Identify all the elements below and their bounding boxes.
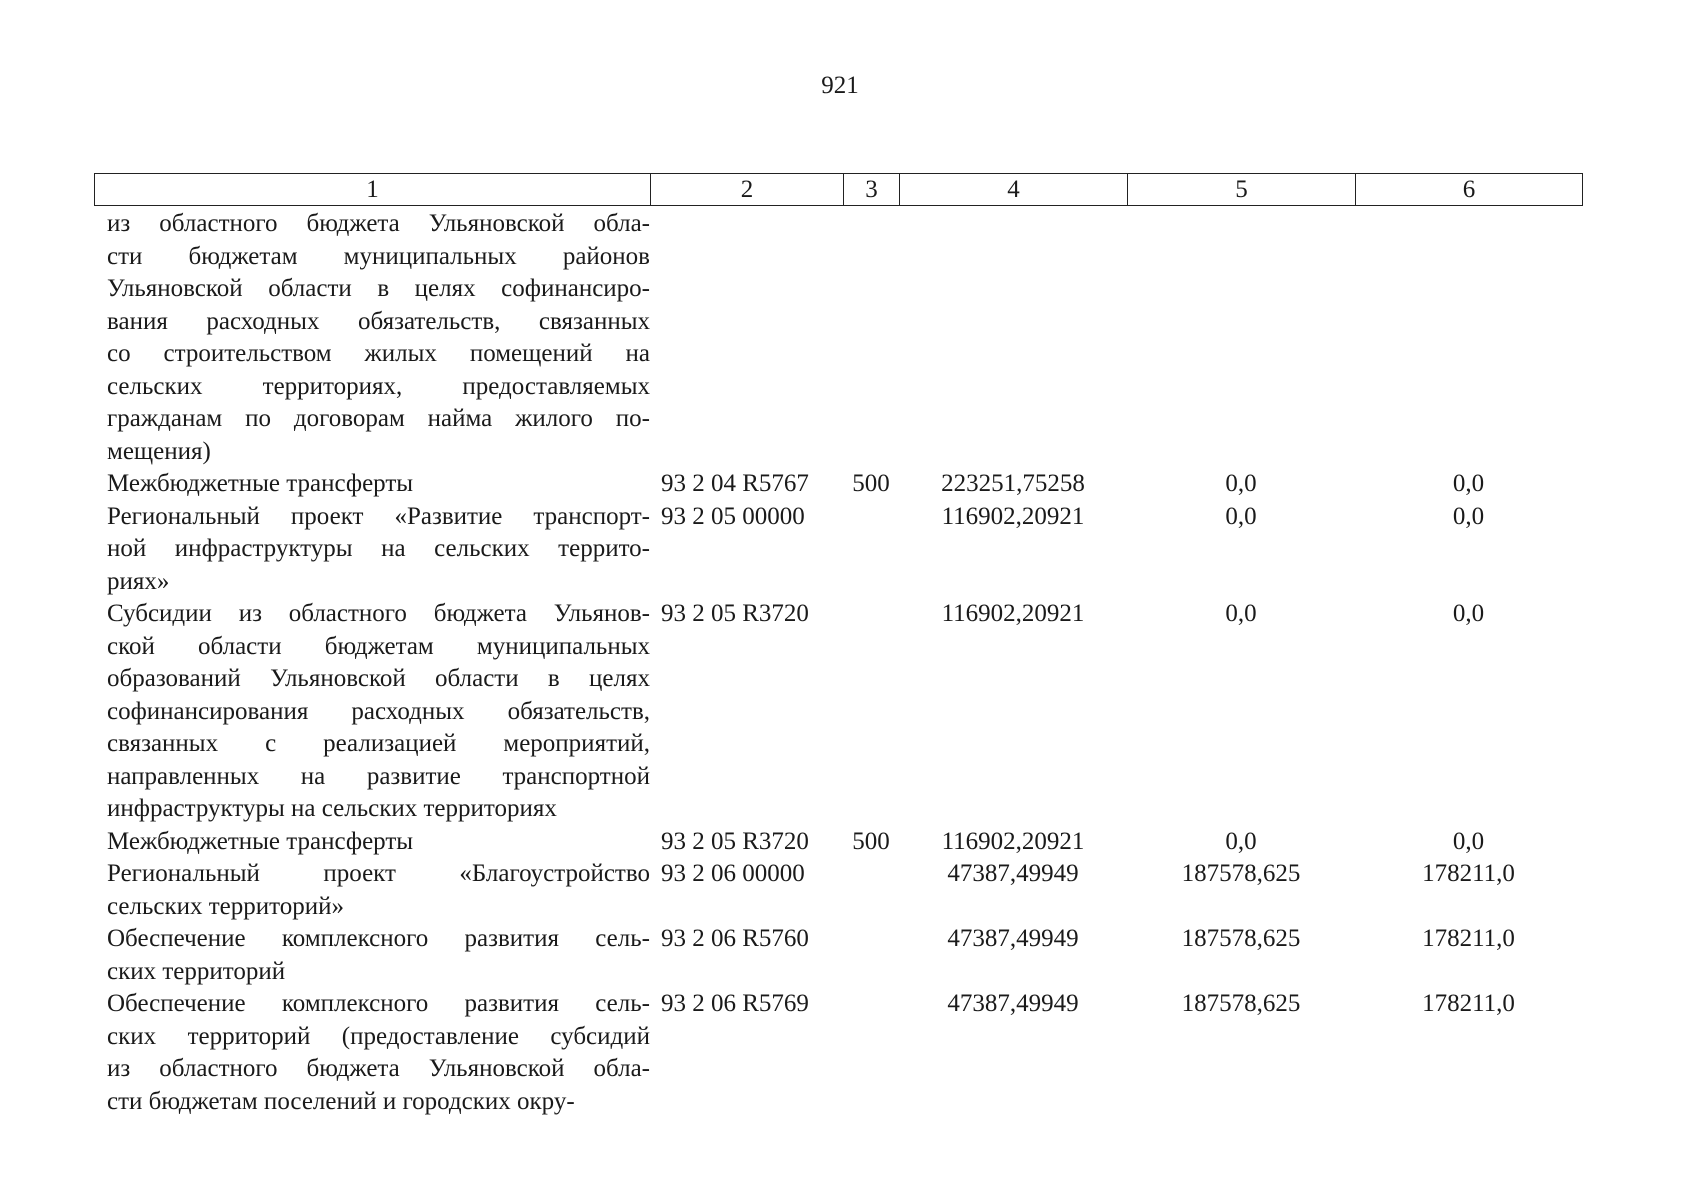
row-code: 93 2 06 R5760 (661, 925, 809, 952)
row-value-col6: 0,0 (1452, 827, 1485, 855)
description-line: гражданам по договорам найма жилого по- (107, 405, 650, 432)
row-value-col4: 116902,20921 (941, 600, 1085, 627)
description-line: связанных с реализацией мероприятий, (107, 730, 650, 757)
row-code: 93 2 06 R5769 (661, 990, 809, 1017)
row-value-col4: 47387,49949 (947, 990, 1079, 1017)
row-description (94, 468, 650, 501)
column-header-2: 2 (651, 174, 844, 206)
column-header-1: 1 (95, 174, 651, 206)
row-value-col5: 0,0 (1225, 502, 1257, 530)
row-value-col6: 178211,0 (1422, 990, 1515, 1017)
column-header-4: 4 (900, 174, 1128, 206)
row-value-col6: 178211,0 (1422, 860, 1515, 887)
description-line: Межбюджетные трансферты (107, 470, 414, 497)
description-line: со строительством жилых помещений на (107, 340, 650, 367)
description-line: софинансирования расходных обязательств, (107, 697, 650, 725)
row-description (94, 923, 650, 988)
row-value-col4: 223251,75258 (941, 470, 1085, 497)
table-row (94, 598, 1582, 826)
description-line: Обеспечение комплексного развития сель- (107, 925, 650, 952)
description-line: ской области бюджетам муниципальных (107, 632, 650, 660)
row-value-col4: 47387,49949 (947, 925, 1079, 952)
row-code: 93 2 04 R5767 (661, 470, 809, 497)
row-value-col5: 0,0 (1225, 827, 1257, 855)
description-line: направленных на развитие транспортной (107, 762, 650, 790)
description-line: из областного бюджета Ульяновской обла- (107, 1055, 650, 1082)
description-line: ских территорий (предоставление субсидий (107, 1022, 650, 1050)
row-code: 93 2 05 R3720 (661, 827, 809, 855)
description-line: из областного бюджета Ульяновской обла- (107, 210, 650, 237)
description-line: Ульяновской области в целях софинансиро- (107, 275, 650, 302)
row-description (94, 208, 650, 468)
description-line: Региональный проект «Благоустройство (107, 860, 650, 887)
row-value-col6: 0,0 (1452, 600, 1485, 627)
column-header-5: 5 (1128, 174, 1356, 206)
description-line: инфраструктуры на сельских территориях (107, 795, 557, 822)
table-row (94, 858, 1582, 923)
row-value-col5: 187578,625 (1181, 925, 1301, 952)
description-line: Обеспечение комплексного развития сель- (107, 990, 650, 1017)
table-row (94, 468, 1582, 501)
row-value-col4: 116902,20921 (941, 502, 1085, 530)
row-value-col6: 0,0 (1452, 470, 1485, 497)
row-expense-type: 500 (852, 470, 890, 497)
description-line: Субсидии из областного бюджета Ульянов- (107, 600, 650, 627)
description-line: сельских территориях, предоставляемых (107, 372, 650, 400)
page-number: 921 (821, 72, 859, 99)
description-line: образований Ульяновской области в целях (107, 665, 650, 692)
description-line: риях» (107, 567, 170, 595)
table-row (94, 208, 1582, 468)
row-value-col5: 187578,625 (1181, 860, 1301, 887)
description-line: сти бюджетам муниципальных районов (107, 242, 650, 270)
row-code: 93 2 06 00000 (661, 860, 805, 887)
table-row (94, 923, 1582, 988)
description-line: Межбюджетные трансферты (107, 827, 414, 855)
row-value-col5: 0,0 (1225, 470, 1257, 497)
row-expense-type: 500 (852, 827, 890, 855)
table-header (94, 173, 1583, 206)
table-body (94, 208, 1582, 1118)
row-value-col6: 178211,0 (1422, 925, 1515, 952)
table-row (94, 826, 1582, 859)
column-header-3: 3 (844, 174, 900, 206)
row-description (94, 501, 650, 599)
column-header-6: 6 (1356, 174, 1583, 206)
table-row (94, 501, 1582, 599)
description-line: мещения) (107, 437, 211, 465)
row-value-col4: 47387,49949 (947, 860, 1079, 887)
row-value-col6: 0,0 (1452, 502, 1485, 530)
row-value-col5: 187578,625 (1181, 990, 1301, 1017)
row-code: 93 2 05 R3720 (661, 600, 809, 627)
description-line: ной инфраструктуры на сельских террито- (107, 535, 650, 562)
description-line: Региональный проект «Развитие транспорт- (107, 502, 650, 530)
description-line: вания расходных обязательств, связанных (107, 307, 650, 335)
row-description (94, 598, 650, 826)
description-line: сти бюджетам поселений и городских окру- (107, 1087, 575, 1115)
table-row (94, 988, 1582, 1118)
description-line: ских территорий (107, 957, 286, 985)
description-line: сельских территорий» (107, 892, 344, 920)
row-code: 93 2 05 00000 (661, 502, 805, 530)
row-description (94, 988, 650, 1118)
row-value-col4: 116902,20921 (941, 827, 1085, 855)
row-description (94, 826, 650, 859)
row-value-col5: 0,0 (1225, 600, 1257, 627)
row-description (94, 858, 650, 923)
